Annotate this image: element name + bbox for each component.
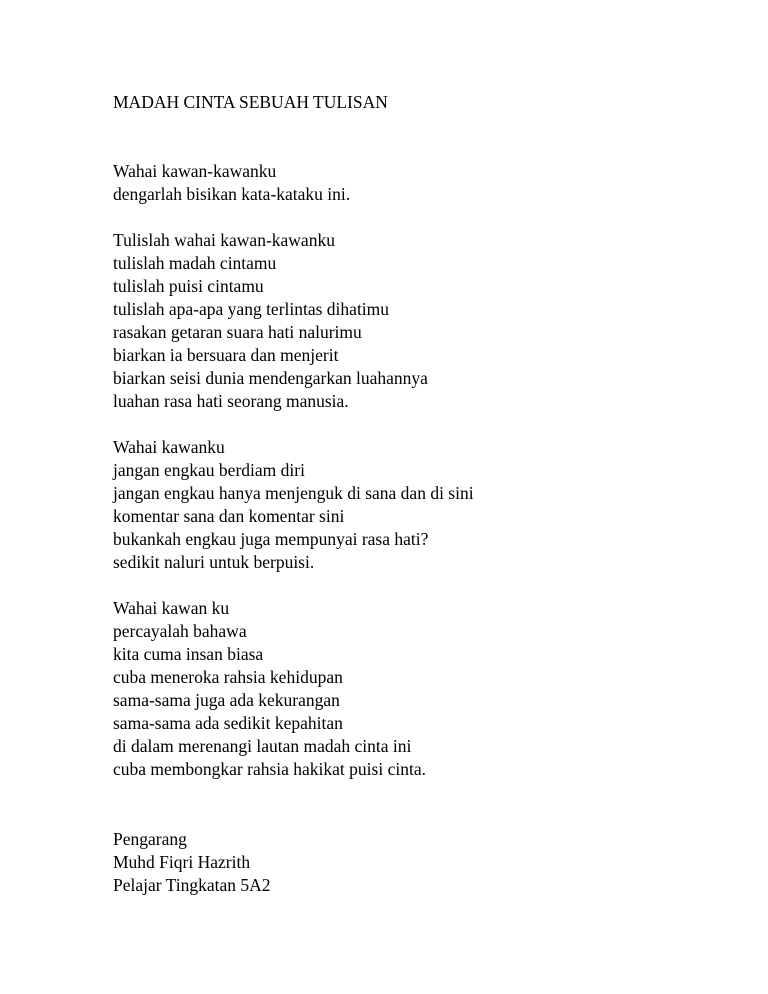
poem-line: sedikit naluri untuk berpuisi. xyxy=(113,552,315,572)
author-label: Pengarang xyxy=(113,829,187,849)
poem-line: jangan engkau hanya menjenguk di sana dan di sini xyxy=(113,483,474,503)
poem-line: cuba meneroka rahsia kehidupan xyxy=(113,667,343,687)
poem-line: biarkan seisi dunia mendengarkan luahannya xyxy=(113,368,428,388)
poem-title: MADAH CINTA SEBUAH TULISAN xyxy=(113,92,388,112)
poem-line: sama-sama ada sedikit kepahitan xyxy=(113,713,343,733)
poem-line: Wahai kawan-kawanku xyxy=(113,161,277,181)
author-block xyxy=(113,828,271,897)
poem-line: bukankah engkau juga mempunyai rasa hati? xyxy=(113,529,429,549)
poem-line: tulislah puisi cintamu xyxy=(113,276,264,296)
poem-line: Tulislah wahai kawan-kawanku xyxy=(113,230,335,250)
poem-line: Wahai kawanku xyxy=(113,437,225,457)
poem-line: di dalam merenangi lautan madah cinta ini xyxy=(113,736,412,756)
author-class: Pelajar Tingkatan 5A2 xyxy=(113,875,271,895)
author-name: Muhd Fiqri Hazrith xyxy=(113,852,251,872)
poem-line: komentar sana dan komentar sini xyxy=(113,506,345,526)
poem-line: luahan rasa hati seorang manusia. xyxy=(113,391,349,411)
poem-line: biarkan ia bersuara dan menjerit xyxy=(113,345,339,365)
stanza-1 xyxy=(113,160,350,206)
poem-line: tulislah apa-apa yang terlintas dihatimu xyxy=(113,299,390,319)
poem-line: tulislah madah cintamu xyxy=(113,253,277,273)
poem-line: cuba membongkar rahsia hakikat puisi cinta. xyxy=(113,759,426,779)
stanza-3 xyxy=(113,436,474,574)
stanza-4 xyxy=(113,597,426,781)
poem-line: rasakan getaran suara hati nalurimu xyxy=(113,322,362,342)
poem-line: percayalah bahawa xyxy=(113,621,247,641)
poem-line: kita cuma insan biasa xyxy=(113,644,264,664)
poem-line: dengarlah bisikan kata-kataku ini. xyxy=(113,184,351,204)
poem-line: Wahai kawan ku xyxy=(113,598,230,618)
stanza-2 xyxy=(113,229,428,413)
poem-line: sama-sama juga ada kekurangan xyxy=(113,690,340,710)
poem-line: jangan engkau berdiam diri xyxy=(113,460,305,480)
